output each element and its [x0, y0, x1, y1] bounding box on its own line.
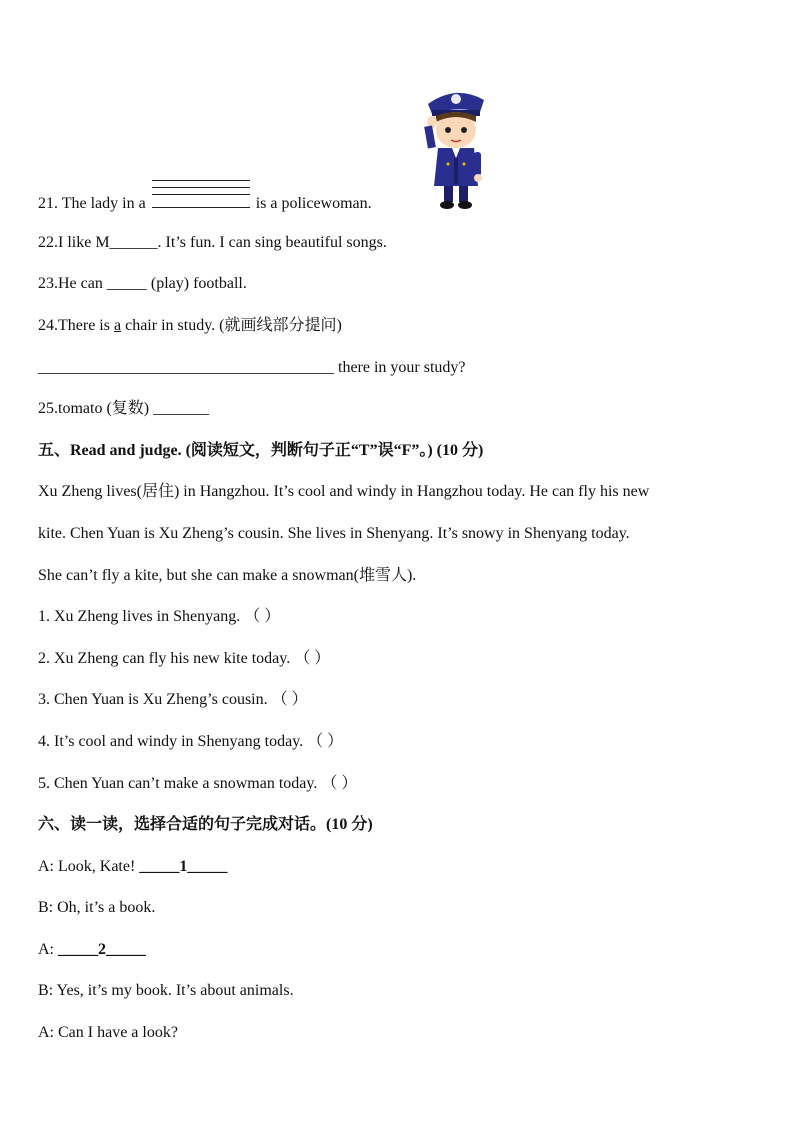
passage-line-2: kite. Chen Yuan is Xu Zheng’s cousin. She lives in Shenyang. It’s snowy in Shenyang today.	[38, 525, 630, 542]
passage-line-1: Xu Zheng lives(居住) in Hangzhou. It’s cool and windy in Hangzhou today. He can fly his new	[38, 483, 650, 500]
dialog-blank-1[interactable]: _____1_____	[139, 858, 228, 875]
dialog-line-3	[38, 940, 146, 960]
question-21-suffix: is a policewoman.	[255, 195, 372, 212]
question-24-prefix: 24.There is	[38, 317, 114, 334]
question-23: 23.He can _____ (play) football.	[38, 275, 247, 292]
question-24-underlined-word: a	[113, 317, 122, 334]
dialog-line-5: A: Can I have a look?	[38, 1024, 178, 1041]
dialog-blank-2[interactable]: _____2_____	[58, 941, 146, 958]
judge-item-1: 1. Xu Zheng lives in Shenyang. （ ）	[38, 608, 281, 625]
question-25: 25.tomato (复数) _______	[38, 400, 210, 417]
judge-item-2: 2. Xu Zheng can fly his new kite today. （ ）	[38, 650, 331, 667]
question-21	[38, 194, 372, 214]
section-5-heading: 五、Read and judge. (阅读短文，判断句子正“T”误“F”。) (10 分)	[38, 442, 484, 459]
dialog-line-1-text: A: Look, Kate!	[38, 858, 140, 875]
judge-item-5: 5. Chen Yuan can’t make a snowman today. （ ）	[38, 775, 358, 792]
passage-line-3: She can’t fly a kite, but she can make a snowman(堆雪人).	[38, 567, 417, 584]
question-24	[38, 316, 342, 336]
question-24-suffix: chair in study. (就画线部分提问)	[121, 317, 342, 334]
question-24-answer-line: _____________________________________ there in your study?	[38, 359, 466, 376]
question-21-prefix: 21. The lady in a	[38, 195, 146, 212]
answer-blank-21[interactable]	[152, 194, 250, 214]
dialog-line-4: B: Yes, it’s my book. It’s about animals.	[38, 982, 294, 999]
dialog-line-2: B: Oh, it’s a book.	[38, 899, 156, 916]
policewoman-illustration	[418, 82, 494, 212]
judge-item-3: 3. Chen Yuan is Xu Zheng’s cousin. （ ）	[38, 691, 308, 708]
question-22: 22.I like M______. It’s fun. I can sing beautiful songs.	[38, 234, 387, 251]
section-6-heading: 六、读一读，选择合适的句子完成对话。(10 分)	[38, 816, 373, 833]
dialog-line-3-text: A:	[38, 941, 58, 958]
dialog-line-1	[38, 857, 227, 877]
judge-item-4: 4. It’s cool and windy in Shenyang today. （ ）	[38, 733, 344, 750]
